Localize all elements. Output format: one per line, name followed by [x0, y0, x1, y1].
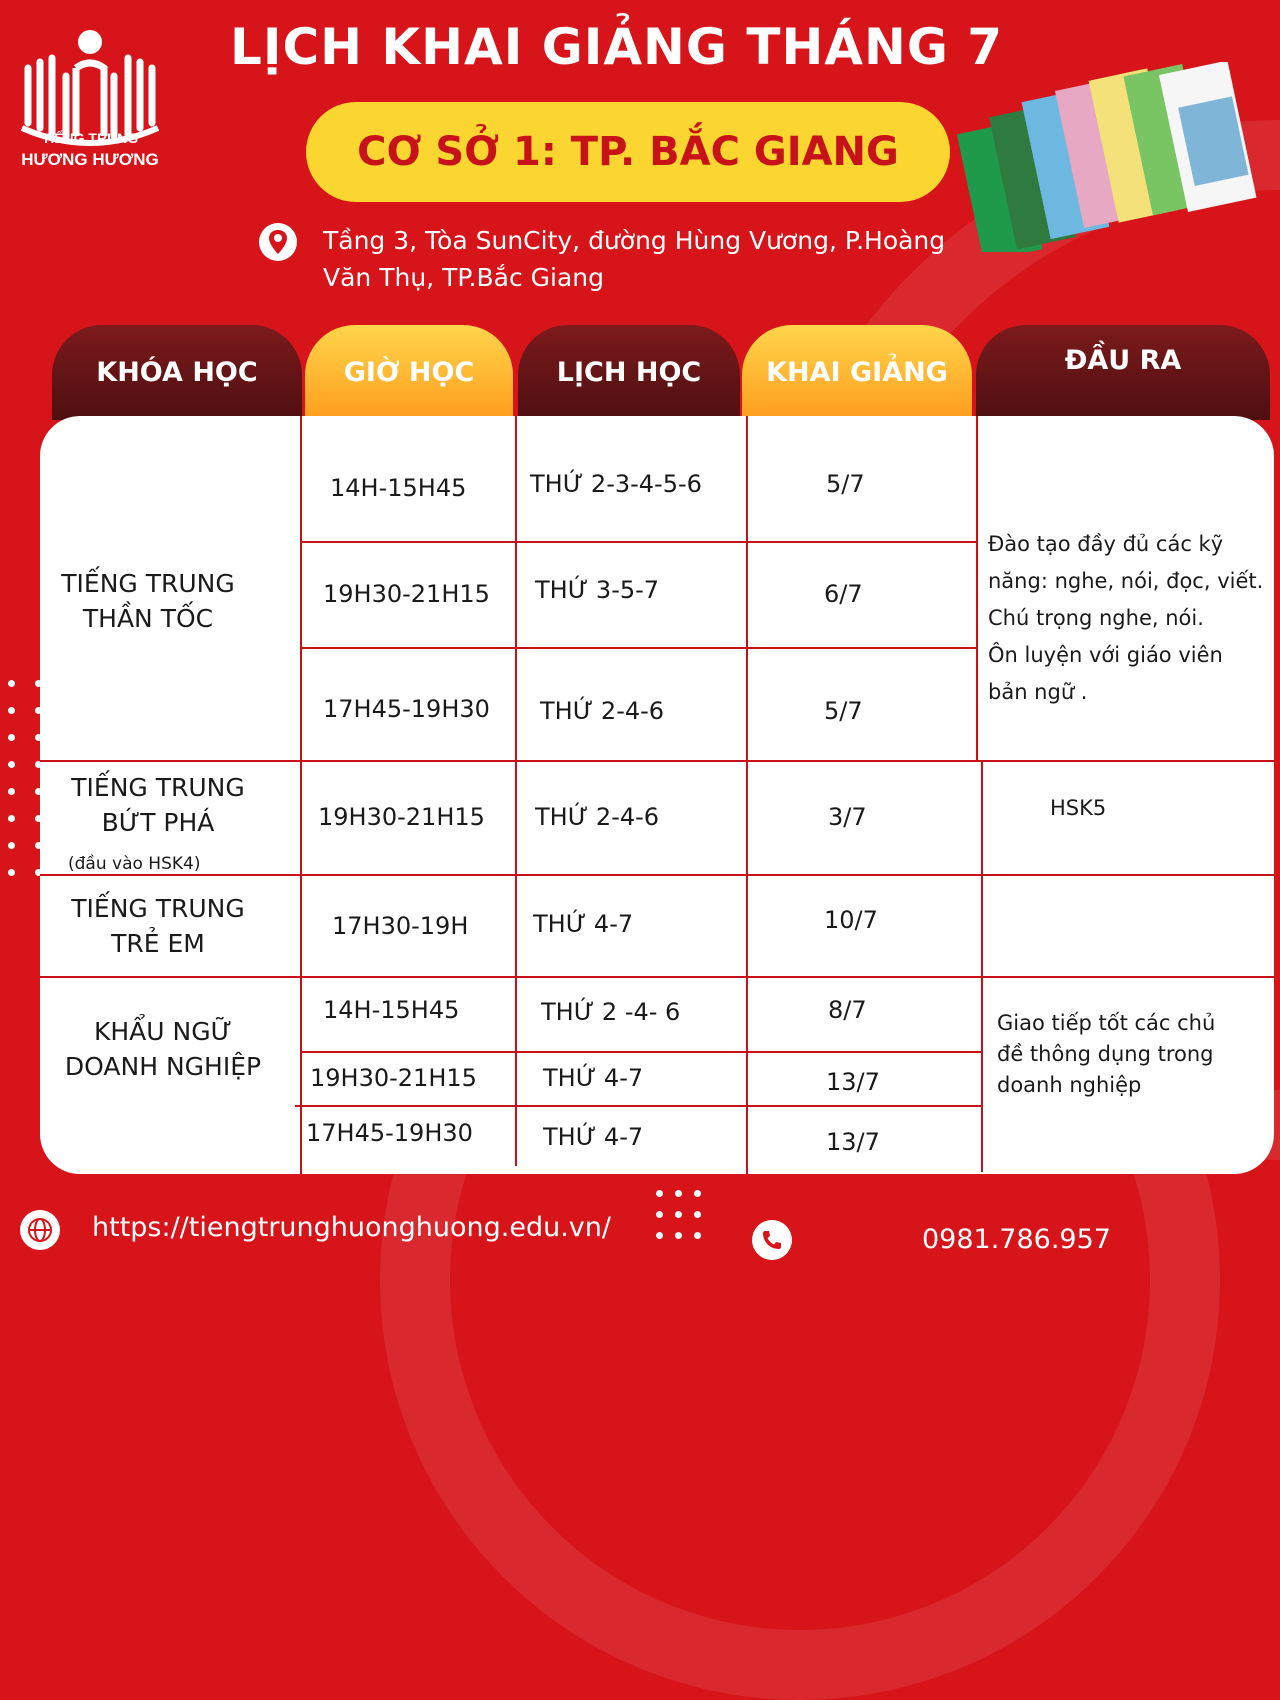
- output-line: năng: nghe, nói, đọc, viết.: [988, 569, 1264, 593]
- course-business: [58, 1014, 268, 1084]
- branch-label: CƠ SỞ 1: TP. BẮC GIANG: [306, 102, 950, 202]
- row-schedule: THỨ 2-3-4-5-6: [530, 470, 702, 498]
- website-link[interactable]: https://tiengtrunghuonghuong.edu.vn/: [92, 1212, 611, 1243]
- table-divider: [515, 416, 517, 1166]
- address-line2: Văn Thụ, TP.Bắc Giang: [323, 263, 604, 292]
- row-start: 5/7: [826, 470, 865, 498]
- course-note: [68, 843, 200, 882]
- output-breakthrough: HSK5: [1050, 796, 1107, 820]
- row-schedule: THỨ 2-4-6: [535, 803, 660, 831]
- course-name-line: DOANH NGHIỆP: [64, 1052, 262, 1081]
- table-divider: [300, 416, 302, 1174]
- output-line: Chú trọng nghe, nói.: [988, 606, 1204, 630]
- table-divider: [40, 976, 1274, 978]
- row-time: 19H30-21H15: [318, 803, 485, 831]
- output-line: đề thông dụng trong: [997, 1042, 1214, 1066]
- brand-name-line2: HƯƠNG HƯƠNG: [21, 150, 159, 169]
- course-breakthrough: [58, 770, 258, 840]
- table-divider: [976, 416, 978, 761]
- header-schedule: LỊCH HỌC: [518, 325, 740, 420]
- row-time: 17H45-19H30: [323, 695, 490, 723]
- page-title: LỊCH KHAI GIẢNG THÁNG 7: [230, 18, 1004, 76]
- row-start: 8/7: [828, 996, 867, 1024]
- table-divider: [300, 1051, 981, 1053]
- table-divider: [981, 760, 983, 1172]
- row-schedule: THỨ 4-7: [543, 1064, 644, 1092]
- table-divider: [40, 874, 1274, 876]
- course-name-line: TIẾNG TRUNG: [71, 773, 245, 802]
- brand-name-line1: TIẾNG TRUNG: [41, 130, 139, 146]
- decorative-dots: [8, 680, 42, 876]
- row-start: 13/7: [826, 1128, 880, 1156]
- table-divider: [300, 541, 976, 543]
- table-divider: [300, 647, 976, 649]
- table-divider: [295, 1105, 981, 1107]
- output-line: Giao tiếp tốt các chủ: [997, 1011, 1216, 1035]
- decorative-dots: [656, 1190, 701, 1239]
- course-name-line: BỨT PHÁ: [101, 808, 215, 837]
- output-business: [997, 1008, 1215, 1101]
- row-schedule: THỨ 4-7: [533, 910, 634, 938]
- row-schedule: THỨ 2 -4- 6: [541, 998, 681, 1026]
- course-entry-note: (đầu vào HSK4): [68, 854, 201, 874]
- row-time: 17H30-19H: [332, 912, 469, 940]
- row-time: 19H30-21H15: [323, 580, 490, 608]
- table-divider: [746, 416, 748, 1174]
- course-speed: [48, 566, 248, 636]
- output-line: Ôn luyện với giáo viên: [988, 643, 1223, 667]
- header-start-date: KHAI GIẢNG: [742, 325, 972, 420]
- row-time: 14H-15H45: [323, 996, 460, 1024]
- output-line: doanh nghiệp: [997, 1073, 1142, 1097]
- row-schedule: THỨ 2-4-6: [540, 697, 665, 725]
- row-start: 10/7: [824, 906, 878, 934]
- row-start: 6/7: [824, 580, 863, 608]
- location-pin-icon: [258, 222, 298, 262]
- row-start: 5/7: [824, 697, 863, 725]
- course-name-line: TIẾNG TRUNG: [61, 569, 235, 598]
- address-line1: Tầng 3, Tòa SunCity, đường Hùng Vương, P.Hoàng: [323, 226, 946, 255]
- header-time: GIỜ HỌC: [305, 325, 513, 420]
- course-name-line: KHẨU NGỮ: [93, 1017, 233, 1046]
- course-name-line: THẦN TỐC: [82, 604, 214, 633]
- row-time: 14H-15H45: [330, 474, 467, 502]
- table-divider: [40, 760, 1274, 762]
- phone-icon: [752, 1220, 792, 1260]
- phone-number[interactable]: 0981.786.957: [922, 1224, 1111, 1255]
- output-line: Đào tạo đầy đủ các kỹ: [988, 532, 1224, 556]
- globe-icon: [20, 1210, 60, 1250]
- row-start: 13/7: [826, 1068, 880, 1096]
- header-course: KHÓA HỌC: [52, 325, 302, 420]
- row-start: 3/7: [828, 803, 867, 831]
- row-time: 17H45-19H30: [306, 1119, 473, 1147]
- course-name-line: TRẺ EM: [111, 929, 205, 958]
- row-schedule: THỨ 3-5-7: [535, 576, 660, 604]
- output-speed: [988, 526, 1273, 711]
- row-time: 19H30-21H15: [310, 1064, 477, 1092]
- row-schedule: THỨ 4-7: [543, 1123, 644, 1151]
- address: [323, 222, 1013, 296]
- output-line: bản ngữ .: [988, 680, 1088, 704]
- course-kids: [58, 891, 258, 961]
- course-name-line: TIẾNG TRUNG: [71, 894, 245, 923]
- header-output: ĐẦU RA: [976, 325, 1270, 420]
